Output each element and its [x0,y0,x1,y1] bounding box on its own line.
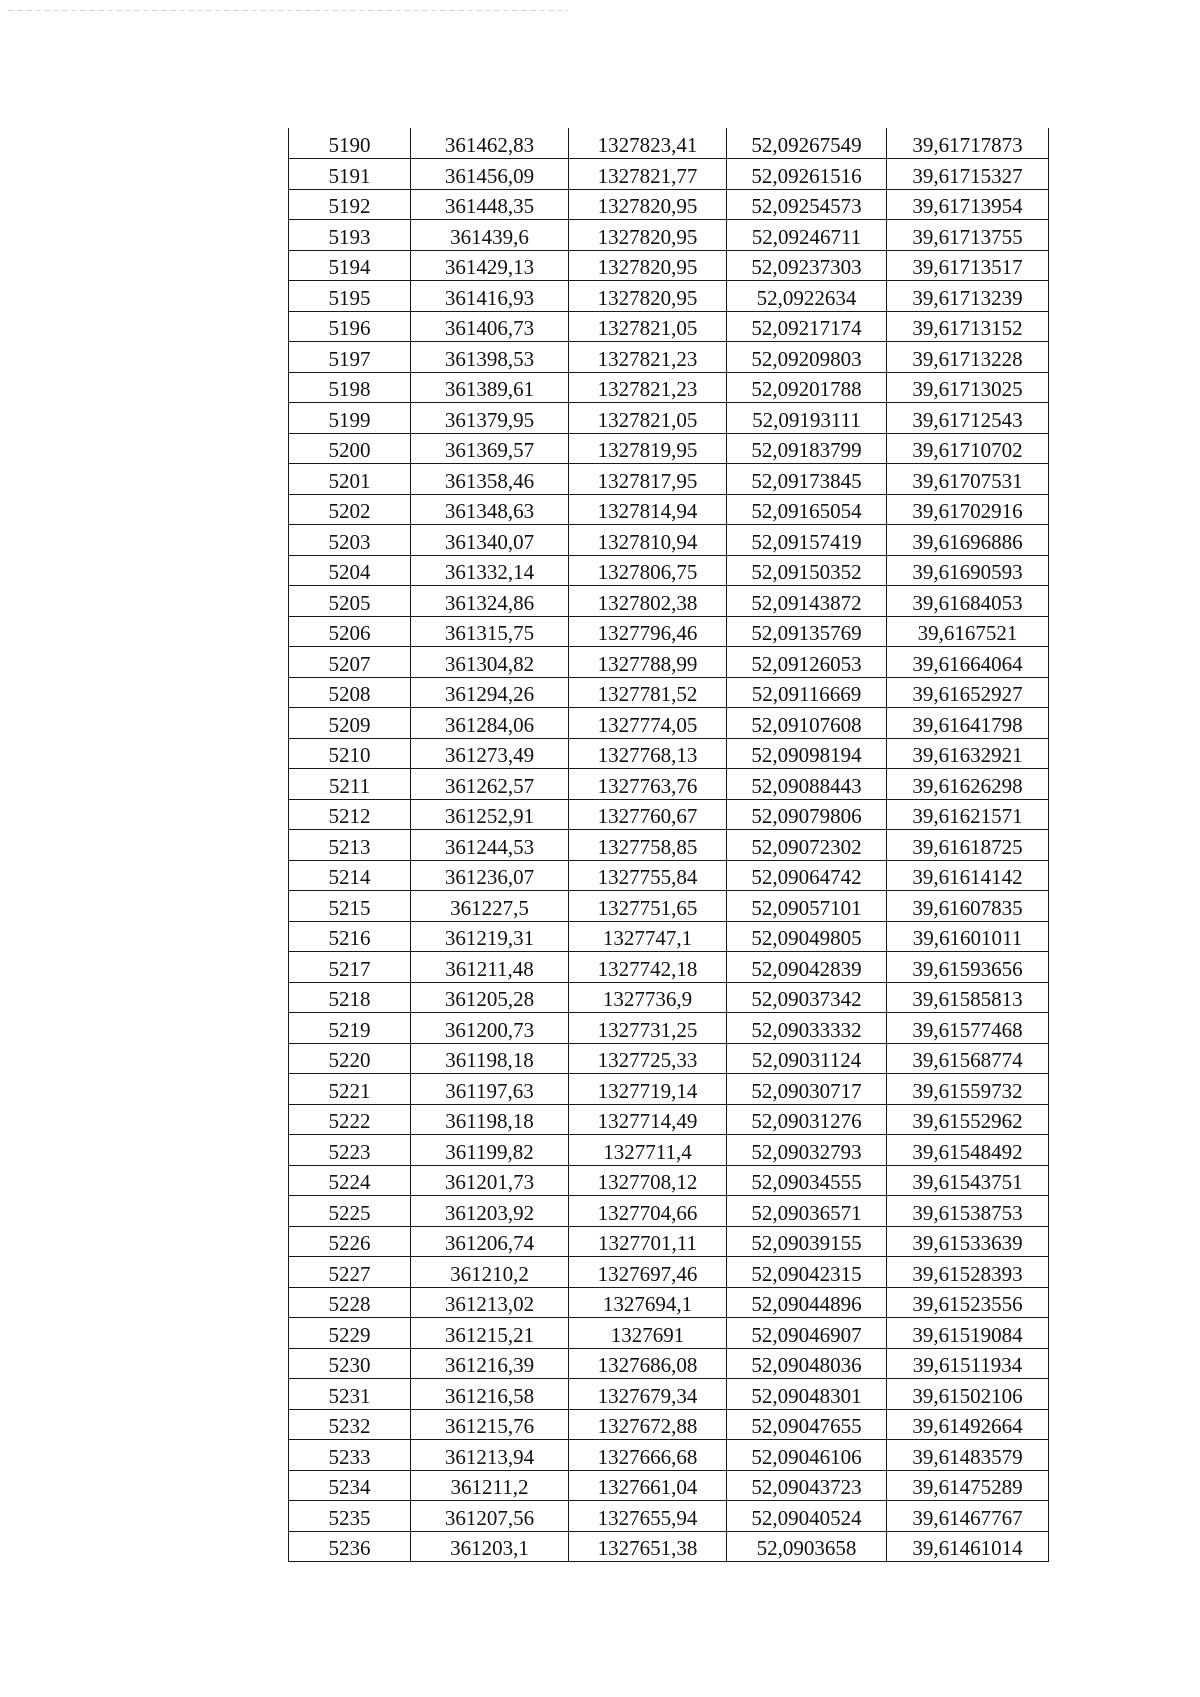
latitude-cell: 52,09209803 [727,342,887,373]
x-coordinate-cell: 361205,28 [411,982,569,1013]
table-row [289,342,1049,373]
point-number-cell: 5207 [289,647,411,678]
x-coordinate-cell: 361199,82 [411,1135,569,1166]
y-coordinate-cell: 1327751,65 [569,891,727,922]
y-coordinate-cell: 1327819,95 [569,433,727,464]
table-row [289,952,1049,983]
x-coordinate-cell: 361456,09 [411,159,569,190]
longitude-cell: 39,61713025 [887,372,1049,403]
y-coordinate-cell: 1327655,94 [569,1501,727,1532]
longitude-cell: 39,61461014 [887,1531,1049,1562]
longitude-cell: 39,6167521 [887,616,1049,647]
y-coordinate-cell: 1327701,11 [569,1226,727,1257]
y-coordinate-cell: 1327802,38 [569,586,727,617]
point-number-cell: 5230 [289,1348,411,1379]
x-coordinate-cell: 361227,5 [411,891,569,922]
latitude-cell: 52,09217174 [727,311,887,342]
y-coordinate-cell: 1327817,95 [569,464,727,495]
latitude-cell: 52,09135769 [727,616,887,647]
point-number-cell: 5191 [289,159,411,190]
point-number-cell: 5194 [289,250,411,281]
table-row [289,1257,1049,1288]
y-coordinate-cell: 1327814,94 [569,494,727,525]
point-number-cell: 5213 [289,830,411,861]
x-coordinate-cell: 361198,18 [411,1104,569,1135]
longitude-cell: 39,61664064 [887,647,1049,678]
x-coordinate-cell: 361379,95 [411,403,569,434]
y-coordinate-cell: 1327661,04 [569,1470,727,1501]
longitude-cell: 39,61607835 [887,891,1049,922]
longitude-cell: 39,61713228 [887,342,1049,373]
coordinates-table [288,128,1049,1562]
table-row [289,586,1049,617]
table-row [289,1043,1049,1074]
y-coordinate-cell: 1327691 [569,1318,727,1349]
latitude-cell: 52,09044896 [727,1287,887,1318]
y-coordinate-cell: 1327820,95 [569,281,727,312]
latitude-cell: 52,0903658 [727,1531,887,1562]
point-number-cell: 5211 [289,769,411,800]
point-number-cell: 5204 [289,555,411,586]
point-number-cell: 5206 [289,616,411,647]
point-number-cell: 5231 [289,1379,411,1410]
point-number-cell: 5192 [289,189,411,220]
latitude-cell: 52,09039155 [727,1226,887,1257]
longitude-cell: 39,61475289 [887,1470,1049,1501]
table-row [289,1470,1049,1501]
longitude-cell: 39,61717873 [887,128,1049,159]
table-row [289,1074,1049,1105]
table-row [289,464,1049,495]
x-coordinate-cell: 361198,18 [411,1043,569,1074]
longitude-cell: 39,61523556 [887,1287,1049,1318]
table-row [289,311,1049,342]
latitude-cell: 52,09042839 [727,952,887,983]
point-number-cell: 5201 [289,464,411,495]
y-coordinate-cell: 1327679,34 [569,1379,727,1410]
table-row [289,830,1049,861]
y-coordinate-cell: 1327810,94 [569,525,727,556]
table-row [289,921,1049,952]
y-coordinate-cell: 1327820,95 [569,250,727,281]
latitude-cell: 52,09143872 [727,586,887,617]
x-coordinate-cell: 361216,39 [411,1348,569,1379]
x-coordinate-cell: 361216,58 [411,1379,569,1410]
table-row [289,1135,1049,1166]
table-row [289,1013,1049,1044]
latitude-cell: 52,09048301 [727,1379,887,1410]
x-coordinate-cell: 361200,73 [411,1013,569,1044]
latitude-cell: 52,09201788 [727,372,887,403]
point-number-cell: 5200 [289,433,411,464]
y-coordinate-cell: 1327672,88 [569,1409,727,1440]
longitude-cell: 39,61618725 [887,830,1049,861]
table-row [289,1104,1049,1135]
longitude-cell: 39,61684053 [887,586,1049,617]
x-coordinate-cell: 361219,31 [411,921,569,952]
y-coordinate-cell: 1327823,41 [569,128,727,159]
latitude-cell: 52,09126053 [727,647,887,678]
table-row [289,738,1049,769]
longitude-cell: 39,61593656 [887,952,1049,983]
y-coordinate-cell: 1327719,14 [569,1074,727,1105]
table-row [289,860,1049,891]
latitude-cell: 52,09193111 [727,403,887,434]
table-row [289,189,1049,220]
point-number-cell: 5227 [289,1257,411,1288]
latitude-cell: 52,09098194 [727,738,887,769]
table-row [289,128,1049,159]
x-coordinate-cell: 361462,83 [411,128,569,159]
table-row [289,769,1049,800]
longitude-cell: 39,61713954 [887,189,1049,220]
table-row [289,1379,1049,1410]
latitude-cell: 52,0922634 [727,281,887,312]
y-coordinate-cell: 1327806,75 [569,555,727,586]
y-coordinate-cell: 1327686,08 [569,1348,727,1379]
table-row [289,372,1049,403]
longitude-cell: 39,61713755 [887,220,1049,251]
point-number-cell: 5195 [289,281,411,312]
table-row [289,1287,1049,1318]
point-number-cell: 5205 [289,586,411,617]
y-coordinate-cell: 1327708,12 [569,1165,727,1196]
x-coordinate-cell: 361304,82 [411,647,569,678]
latitude-cell: 52,09267549 [727,128,887,159]
longitude-cell: 39,61652927 [887,677,1049,708]
point-number-cell: 5196 [289,311,411,342]
table-row [289,1348,1049,1379]
x-coordinate-cell: 361416,93 [411,281,569,312]
y-coordinate-cell: 1327821,77 [569,159,727,190]
longitude-cell: 39,61713517 [887,250,1049,281]
table-row [289,1409,1049,1440]
x-coordinate-cell: 361406,73 [411,311,569,342]
point-number-cell: 5217 [289,952,411,983]
x-coordinate-cell: 361197,63 [411,1074,569,1105]
y-coordinate-cell: 1327697,46 [569,1257,727,1288]
longitude-cell: 39,61712543 [887,403,1049,434]
table-row [289,616,1049,647]
y-coordinate-cell: 1327747,1 [569,921,727,952]
latitude-cell: 52,09173845 [727,464,887,495]
longitude-cell: 39,61467767 [887,1501,1049,1532]
x-coordinate-cell: 361358,46 [411,464,569,495]
x-coordinate-cell: 361211,48 [411,952,569,983]
x-coordinate-cell: 361284,06 [411,708,569,739]
latitude-cell: 52,09237303 [727,250,887,281]
longitude-cell: 39,61492664 [887,1409,1049,1440]
table-row [289,1318,1049,1349]
latitude-cell: 52,09033332 [727,1013,887,1044]
latitude-cell: 52,09088443 [727,769,887,800]
point-number-cell: 5210 [289,738,411,769]
x-coordinate-cell: 361273,49 [411,738,569,769]
x-coordinate-cell: 361252,91 [411,799,569,830]
latitude-cell: 52,09150352 [727,555,887,586]
latitude-cell: 52,09048036 [727,1348,887,1379]
latitude-cell: 52,09037342 [727,982,887,1013]
point-number-cell: 5203 [289,525,411,556]
point-number-cell: 5220 [289,1043,411,1074]
point-number-cell: 5225 [289,1196,411,1227]
x-coordinate-cell: 361244,53 [411,830,569,861]
longitude-cell: 39,61702916 [887,494,1049,525]
x-coordinate-cell: 361262,57 [411,769,569,800]
y-coordinate-cell: 1327774,05 [569,708,727,739]
table-row [289,159,1049,190]
longitude-cell: 39,61696886 [887,525,1049,556]
point-number-cell: 5218 [289,982,411,1013]
longitude-cell: 39,61577468 [887,1013,1049,1044]
table-row [289,1226,1049,1257]
latitude-cell: 52,09031276 [727,1104,887,1135]
x-coordinate-cell: 361213,02 [411,1287,569,1318]
table-row [289,677,1049,708]
point-number-cell: 5236 [289,1531,411,1562]
point-number-cell: 5208 [289,677,411,708]
point-number-cell: 5222 [289,1104,411,1135]
y-coordinate-cell: 1327714,49 [569,1104,727,1135]
longitude-cell: 39,61715327 [887,159,1049,190]
longitude-cell: 39,61519084 [887,1318,1049,1349]
y-coordinate-cell: 1327651,38 [569,1531,727,1562]
y-coordinate-cell: 1327711,4 [569,1135,727,1166]
x-coordinate-cell: 361340,07 [411,525,569,556]
x-coordinate-cell: 361201,73 [411,1165,569,1196]
point-number-cell: 5202 [289,494,411,525]
x-coordinate-cell: 361429,13 [411,250,569,281]
x-coordinate-cell: 361203,92 [411,1196,569,1227]
table-row [289,708,1049,739]
latitude-cell: 52,09040524 [727,1501,887,1532]
table-row [289,555,1049,586]
x-coordinate-cell: 361448,35 [411,189,569,220]
y-coordinate-cell: 1327731,25 [569,1013,727,1044]
y-coordinate-cell: 1327768,13 [569,738,727,769]
point-number-cell: 5198 [289,372,411,403]
latitude-cell: 52,09183799 [727,433,887,464]
y-coordinate-cell: 1327736,9 [569,982,727,1013]
y-coordinate-cell: 1327704,66 [569,1196,727,1227]
latitude-cell: 52,09254573 [727,189,887,220]
x-coordinate-cell: 361207,56 [411,1501,569,1532]
longitude-cell: 39,61502106 [887,1379,1049,1410]
y-coordinate-cell: 1327725,33 [569,1043,727,1074]
y-coordinate-cell: 1327821,23 [569,372,727,403]
latitude-cell: 52,09116669 [727,677,887,708]
x-coordinate-cell: 361389,61 [411,372,569,403]
longitude-cell: 39,61511934 [887,1348,1049,1379]
table-row [289,250,1049,281]
point-number-cell: 5193 [289,220,411,251]
x-coordinate-cell: 361211,2 [411,1470,569,1501]
point-number-cell: 5197 [289,342,411,373]
longitude-cell: 39,61483579 [887,1440,1049,1471]
table-row [289,647,1049,678]
point-number-cell: 5234 [289,1470,411,1501]
table-row [289,799,1049,830]
x-coordinate-cell: 361369,57 [411,433,569,464]
longitude-cell: 39,61548492 [887,1135,1049,1166]
y-coordinate-cell: 1327763,76 [569,769,727,800]
x-coordinate-cell: 361215,76 [411,1409,569,1440]
y-coordinate-cell: 1327758,85 [569,830,727,861]
latitude-cell: 52,09057101 [727,891,887,922]
longitude-cell: 39,61533639 [887,1226,1049,1257]
point-number-cell: 5214 [289,860,411,891]
point-number-cell: 5232 [289,1409,411,1440]
latitude-cell: 52,09072302 [727,830,887,861]
x-coordinate-cell: 361294,26 [411,677,569,708]
coordinates-table-body [289,128,1049,1562]
latitude-cell: 52,09079806 [727,799,887,830]
table-row [289,1501,1049,1532]
longitude-cell: 39,61543751 [887,1165,1049,1196]
table-row [289,433,1049,464]
latitude-cell: 52,09049805 [727,921,887,952]
longitude-cell: 39,61568774 [887,1043,1049,1074]
x-coordinate-cell: 361203,1 [411,1531,569,1562]
table-row [289,1165,1049,1196]
y-coordinate-cell: 1327820,95 [569,220,727,251]
latitude-cell: 52,09032793 [727,1135,887,1166]
point-number-cell: 5223 [289,1135,411,1166]
latitude-cell: 52,09157419 [727,525,887,556]
y-coordinate-cell: 1327760,67 [569,799,727,830]
x-coordinate-cell: 361348,63 [411,494,569,525]
latitude-cell: 52,09030717 [727,1074,887,1105]
point-number-cell: 5233 [289,1440,411,1471]
latitude-cell: 52,09042315 [727,1257,887,1288]
point-number-cell: 5216 [289,921,411,952]
y-coordinate-cell: 1327796,46 [569,616,727,647]
point-number-cell: 5221 [289,1074,411,1105]
point-number-cell: 5228 [289,1287,411,1318]
y-coordinate-cell: 1327694,1 [569,1287,727,1318]
longitude-cell: 39,61713152 [887,311,1049,342]
longitude-cell: 39,61626298 [887,769,1049,800]
y-coordinate-cell: 1327821,23 [569,342,727,373]
x-coordinate-cell: 361332,14 [411,555,569,586]
x-coordinate-cell: 361315,75 [411,616,569,647]
table-row [289,1440,1049,1471]
y-coordinate-cell: 1327666,68 [569,1440,727,1471]
x-coordinate-cell: 361398,53 [411,342,569,373]
point-number-cell: 5212 [289,799,411,830]
table-row [289,403,1049,434]
point-number-cell: 5224 [289,1165,411,1196]
latitude-cell: 52,09043723 [727,1470,887,1501]
longitude-cell: 39,61632921 [887,738,1049,769]
latitude-cell: 52,09046106 [727,1440,887,1471]
scan-artifact-line [8,10,568,11]
longitude-cell: 39,61690593 [887,555,1049,586]
longitude-cell: 39,61707531 [887,464,1049,495]
point-number-cell: 5215 [289,891,411,922]
y-coordinate-cell: 1327820,95 [569,189,727,220]
x-coordinate-cell: 361213,94 [411,1440,569,1471]
latitude-cell: 52,09036571 [727,1196,887,1227]
y-coordinate-cell: 1327781,52 [569,677,727,708]
y-coordinate-cell: 1327788,99 [569,647,727,678]
latitude-cell: 52,09031124 [727,1043,887,1074]
longitude-cell: 39,61621571 [887,799,1049,830]
table-row [289,525,1049,556]
latitude-cell: 52,09064742 [727,860,887,891]
table-row [289,220,1049,251]
longitude-cell: 39,61528393 [887,1257,1049,1288]
x-coordinate-cell: 361215,21 [411,1318,569,1349]
table-row [289,281,1049,312]
point-number-cell: 5190 [289,128,411,159]
longitude-cell: 39,61641798 [887,708,1049,739]
latitude-cell: 52,09047655 [727,1409,887,1440]
latitude-cell: 52,09165054 [727,494,887,525]
point-number-cell: 5209 [289,708,411,739]
x-coordinate-cell: 361206,74 [411,1226,569,1257]
longitude-cell: 39,61552962 [887,1104,1049,1135]
latitude-cell: 52,09261516 [727,159,887,190]
longitude-cell: 39,61559732 [887,1074,1049,1105]
latitude-cell: 52,09107608 [727,708,887,739]
point-number-cell: 5235 [289,1501,411,1532]
point-number-cell: 5226 [289,1226,411,1257]
point-number-cell: 5229 [289,1318,411,1349]
table-row [289,1531,1049,1562]
x-coordinate-cell: 361324,86 [411,586,569,617]
point-number-cell: 5199 [289,403,411,434]
point-number-cell: 5219 [289,1013,411,1044]
latitude-cell: 52,09246711 [727,220,887,251]
table-row [289,891,1049,922]
table-row [289,494,1049,525]
x-coordinate-cell: 361236,07 [411,860,569,891]
longitude-cell: 39,61710702 [887,433,1049,464]
x-coordinate-cell: 361439,6 [411,220,569,251]
longitude-cell: 39,61713239 [887,281,1049,312]
longitude-cell: 39,61614142 [887,860,1049,891]
y-coordinate-cell: 1327742,18 [569,952,727,983]
longitude-cell: 39,61538753 [887,1196,1049,1227]
latitude-cell: 52,09034555 [727,1165,887,1196]
latitude-cell: 52,09046907 [727,1318,887,1349]
y-coordinate-cell: 1327821,05 [569,403,727,434]
longitude-cell: 39,61585813 [887,982,1049,1013]
y-coordinate-cell: 1327821,05 [569,311,727,342]
y-coordinate-cell: 1327755,84 [569,860,727,891]
table-row [289,982,1049,1013]
table-row [289,1196,1049,1227]
longitude-cell: 39,61601011 [887,921,1049,952]
x-coordinate-cell: 361210,2 [411,1257,569,1288]
